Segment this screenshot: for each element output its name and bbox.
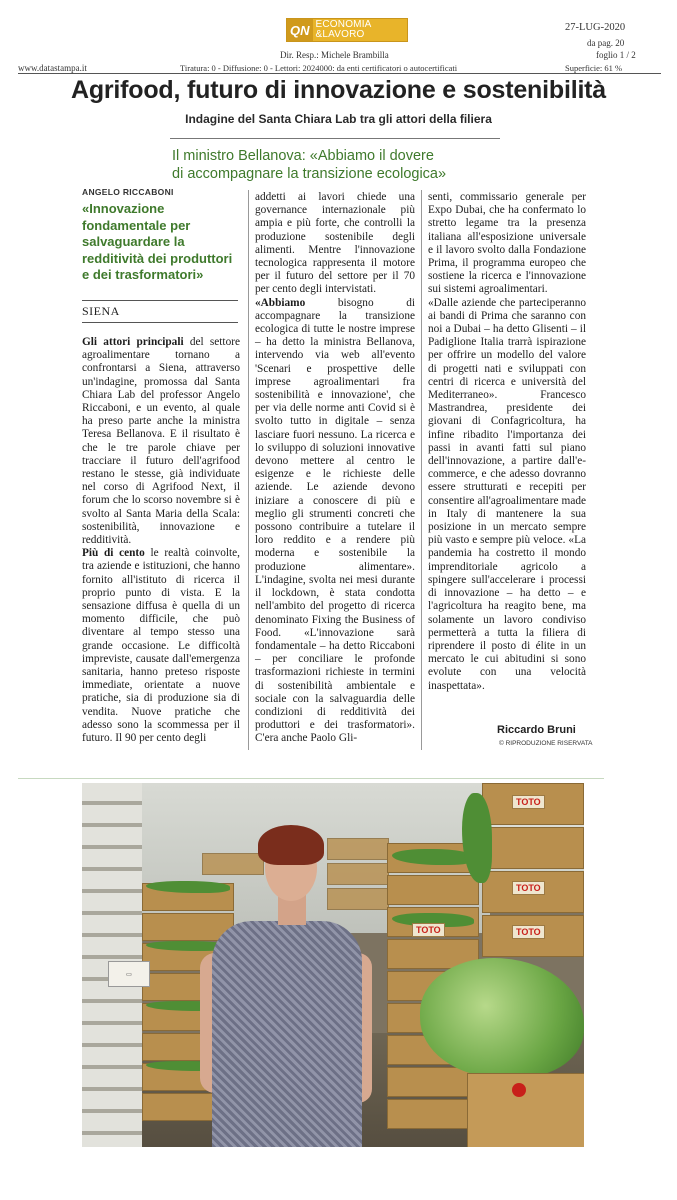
minister-quote-line1: Il ministro Bellanova: «Abbiamo il dovere: [172, 148, 434, 164]
article-photo: [82, 783, 584, 1147]
article-subheadline: Indagine del Santa Chiara Lab tra gli attori della filiera: [185, 112, 492, 126]
person-hair: [258, 825, 324, 865]
lead-in: «Abbiamo: [255, 296, 306, 309]
paragraph-text: le realtà coinvolte, tra aziende e istituzioni, che hanno fornito all'istituto di ricerca il proprio punto di vista. E la sensazione diffusa è quella di un momento difficile, che può diventare al tempo stesso una grande occasione. Le difficoltà impreviste, causate dall'emergenza sanitaria, hanno preteso risposte immediate, orientate a nuove pratiche, sia di produzione sia di vendita. Nuove pratiche che adesso sono la scommessa per il futuro. Il 90 per cento degli: [82, 547, 240, 745]
crate-label: TOTO: [512, 925, 545, 939]
lettuce: [420, 958, 584, 1078]
crate: [387, 1099, 479, 1129]
masthead-divider: [18, 73, 661, 74]
column-separator: [248, 190, 249, 750]
pull-quote: «Innovazione fondamentale per salvaguardare la redditività dei produttori e dei trasformatori»: [82, 201, 233, 282]
column1-paragraph-1: [82, 336, 240, 547]
crate-logo: [512, 1083, 526, 1097]
lead-in: Gli attori principali: [82, 336, 184, 348]
crate: [467, 1073, 584, 1147]
newspaper-logo: [286, 18, 408, 42]
article-headline: Agrifood, futuro di innovazione e sostenibilità: [70, 76, 607, 104]
website-link[interactable]: www.datastampa.it: [18, 63, 87, 73]
column3-paragraph-1: senti, commissario generale per Expo Dubai, che ha confermato lo stretto legame tra la presenza italiana all'esposizione universale e il lavoro svolto dalla Fondazione Prima, il programma europeo che sostiene la ricerca e l'innovazione sui sistemi agroalimentari.: [428, 191, 586, 296]
photo-divider: [18, 778, 604, 779]
logo-line2: &LAVORO: [315, 29, 365, 40]
lead-in: Più di cento: [82, 547, 145, 560]
crate: [327, 838, 389, 860]
minister-quote-line2: di accompagnare la transizione ecologica»: [172, 166, 447, 182]
article-column-3: [428, 191, 586, 693]
surface-info: Superficie: 61 %: [565, 63, 623, 73]
column3-paragraph-2: «Dalle aziende che parteciperanno ai bandi di Prima che saranno con noi a Dubai – ha detto Glisenti – il Padiglione Italia trarrà ispirazione per offrire un modello del valore di progetti nati e sviluppati con centri di ricerca e università del Mediterraneo». Francesco Mastrandrea, presidente dei giovani di Confagricoltura, ha infine ribadito l'importanza dei passi in avanti fatti sul piano dell'innovazione, a partire dall'e-commerce, e che adesso dovranno essere strutturati e recepiti per consentire all'agroalimentare made in Italy di mantenere la sua posizione in un mercato sempre più vasto e sempre più veloce. «La pandemia ha costretto il mondo imprenditoriale agricolo a spingere sull'accelerare i processi di innovazione – ha detto – e l'agricoltura ha reagito bene, ma solamente un lavoro condiviso permetterà a tutta la filiera di riprendere il posto di élite in un mercato le cui abitudini si sono evolute con una velocità inaspettata».: [428, 296, 586, 692]
publication-date: 27-LUG-2020: [565, 22, 626, 33]
author-byline: ANGELO RICCABONI: [82, 187, 174, 197]
crate: [482, 827, 584, 869]
sheet-number: foglio 1 / 2: [596, 50, 636, 60]
article-column-1: [82, 336, 240, 745]
copyright-notice: © RIPRODUZIONE RISERVATA: [499, 740, 593, 747]
logo-title: [313, 20, 372, 40]
dateline-rule-bottom: [82, 322, 238, 323]
director-line: Dir. Resp.: Michele Brambilla: [280, 50, 389, 60]
person-dress: [212, 921, 362, 1147]
crate: [202, 853, 264, 875]
crate-label: TOTO: [412, 923, 445, 937]
column1-paragraph-2: [82, 547, 240, 745]
price-tag: ▭: [108, 961, 150, 987]
paragraph-text: bisogno di accompagnare la transizione ecologica di tutte le nostre imprese – ha detto la ministra Bellanova, intervendo via web all'evento 'Scenari e prospettive delle imprese agroalimentari fra sostenibilità e innovazione', che per via delle norme anti Covid si è svolto tutto in digitale – senza lasciare fuori nessuno. La ricerca e lo sviluppo di soluzioni innovative devono mettere al centro le esigenze e le richieste delle aziende. Le aziende devono iniziare a conoscere di più e meglio gli strumenti concreti che possono contribuire a tutelare il loro reddito e a rendere più moderna e sostenibile la produzione alimentare». L'indagine, svolta nei mesi durante il lockdown, è stata condotta nell'ambito del progetto di ricerca denominato Fixing the Business of Food. «L'innovazione sarà fondamentale – ha detto Riccaboni – per conciliare le profonde trasformazioni richieste in termini di sostenibilità ambientale e sociale con la salvaguardia delle condizioni di redditività dei produttori e dei trasformatori». C'era anche Paolo Gli-: [255, 296, 415, 745]
crate-label: TOTO: [512, 795, 545, 809]
crate: [327, 863, 389, 885]
column-separator: [421, 190, 422, 750]
article-column-2: [255, 191, 415, 746]
dateline-rule-top: [82, 300, 238, 301]
crate: [327, 888, 389, 910]
minister-quote: [172, 147, 446, 183]
column2-paragraph-1: addetti ai lavori chiede una governance internazionale più ampia e più forte, che controlli la produzione sostenibile degli alimenti. Mentre l'innovazione tecnologica rappresenta il motore per il futuro del settore per il 70 per cento degli intervistati.: [255, 191, 415, 296]
dateline: SIENA: [82, 304, 120, 318]
crate-label: TOTO: [512, 881, 545, 895]
column2-paragraph-2: [255, 297, 415, 746]
distribution-info: Tiratura: 0 - Diffusione: 0 - Lettori: 2024000: da enti certificatori o autocertificati: [180, 63, 458, 73]
logo-qn: QN: [287, 19, 313, 41]
paragraph-text: del settore agroalimentare tornano a confrontarsi a Siena, attraverso un'indagine, promossa dal Santa Chiara Lab del professor Angelo Riccaboni, e un evento, al quale ha preso parte anche la ministra Teresa Bellanova. E il risultato è che le tre parole chiave per tracciare il futuro dell'agrifood restano le stesse, già individuate nel corso di Agrifood Next, il forum che lo scorso novembre si è svolto al Santa Maria della Scala: sostenibilità, innovazione e redditività.: [82, 336, 240, 547]
article-signature: Riccardo Bruni: [497, 724, 576, 736]
logo-line1: ECONOMIA: [315, 19, 372, 30]
crate: [387, 875, 479, 905]
subhead-divider: [170, 138, 500, 139]
page-number: da pag. 20: [587, 38, 625, 48]
